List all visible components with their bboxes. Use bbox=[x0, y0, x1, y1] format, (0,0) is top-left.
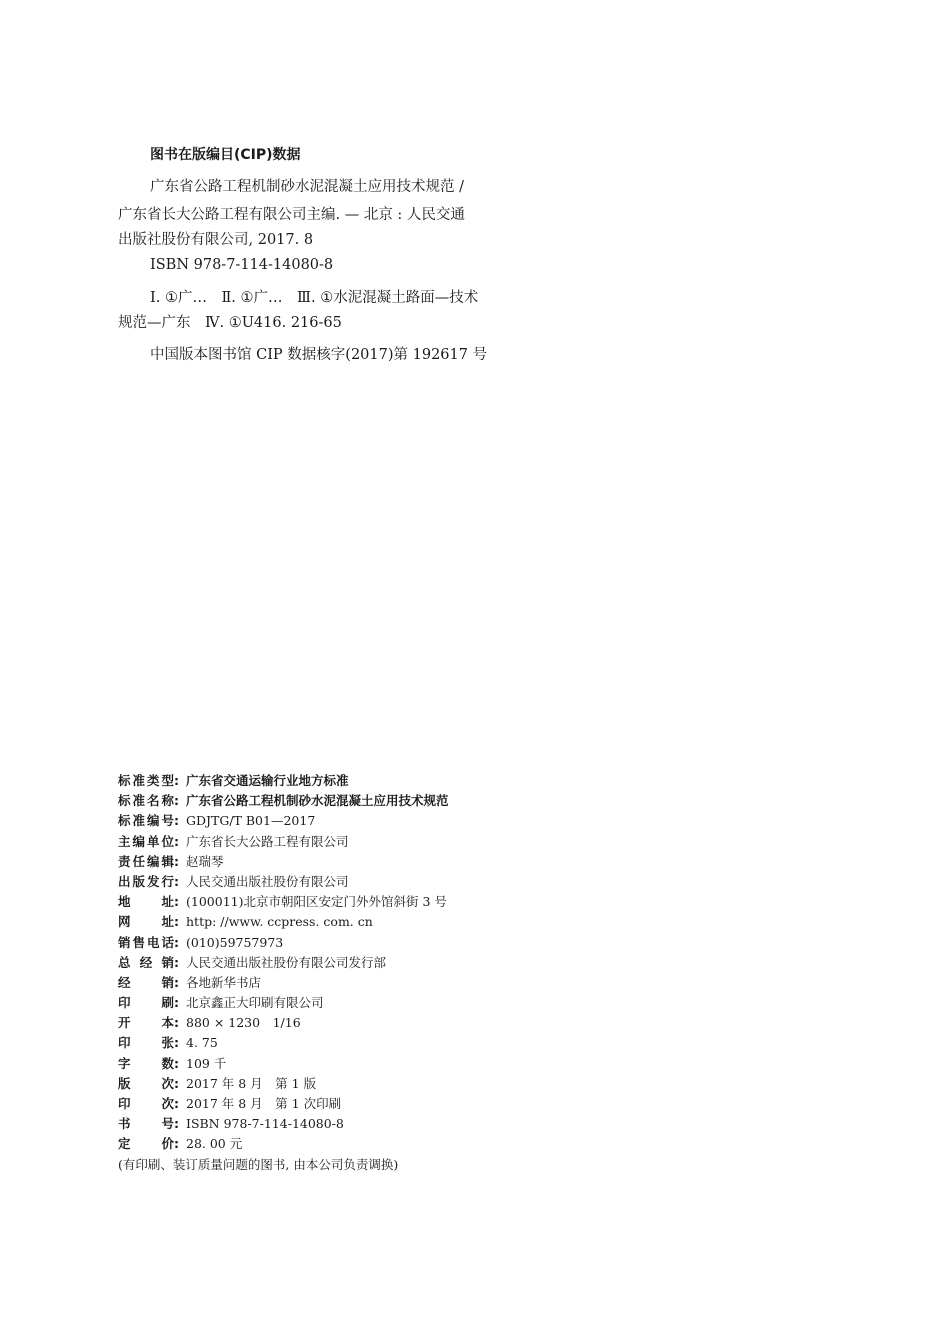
detail-label: 标准类型 bbox=[118, 773, 174, 788]
detail-value: 2017 年 8 月 第 1 次印刷 bbox=[186, 1096, 342, 1111]
detail-label: 印次 bbox=[118, 1096, 174, 1111]
detail-label: 标准名称 bbox=[118, 793, 174, 809]
detail-standard-name bbox=[118, 791, 449, 811]
detail-value: 28. 00 元 bbox=[186, 1136, 243, 1152]
detail-colon: : bbox=[174, 1055, 179, 1071]
detail-colon: : bbox=[174, 974, 179, 990]
detail-label: 书号 bbox=[118, 1116, 174, 1132]
detail-label: 销售电话 bbox=[118, 934, 174, 950]
detail-label: 开本 bbox=[118, 1015, 174, 1031]
detail-label: 经销 bbox=[118, 974, 174, 990]
detail-colon: : bbox=[174, 873, 179, 889]
detail-printing bbox=[118, 1094, 449, 1114]
detail-colon: : bbox=[174, 1136, 179, 1152]
detail-label: 印张 bbox=[118, 1035, 174, 1051]
detail-value: 各地新华书店 bbox=[186, 974, 262, 990]
detail-colon: : bbox=[174, 833, 179, 849]
detail-colon: : bbox=[174, 954, 179, 970]
detail-value: 广东省公路工程机制砂水泥混凝土应用技术规范 bbox=[186, 793, 449, 809]
detail-label: 印刷 bbox=[118, 995, 174, 1011]
detail-distributor bbox=[118, 973, 449, 993]
detail-address bbox=[118, 892, 449, 912]
detail-colon: : bbox=[174, 914, 179, 930]
detail-value: 109 千 bbox=[186, 1055, 227, 1071]
detail-value: 2017 年 8 月 第 1 版 bbox=[186, 1075, 317, 1091]
detail-general-distributor bbox=[118, 953, 449, 973]
cip-classification-line: Ⅰ. ①广… Ⅱ. ①广… Ⅲ. ①水泥混凝土路面—技术 bbox=[150, 290, 479, 306]
detail-colon: : bbox=[174, 1015, 179, 1031]
detail-colon: : bbox=[174, 1116, 179, 1132]
cip-heading: 图书在版编目(CIP)数据 bbox=[150, 147, 301, 163]
detail-website bbox=[118, 912, 449, 932]
detail-value: (010)59757973 bbox=[186, 934, 284, 950]
detail-colon: : bbox=[174, 773, 179, 788]
detail-label: 责任编辑 bbox=[118, 853, 174, 869]
cip-verification-line: 中国版本图书馆 CIP 数据核字(2017)第 192617 号 bbox=[150, 347, 488, 363]
detail-colon: : bbox=[174, 853, 179, 869]
cip-editor-line: 广东省长大公路工程有限公司主编. — 北京 : 人民交通 bbox=[118, 207, 465, 223]
detail-responsible-editor bbox=[118, 852, 449, 872]
detail-value: (100011)北京市朝阳区安定门外外馆斜街 3 号 bbox=[186, 894, 447, 910]
cip-classification-cont-line: 规范—广东 Ⅳ. ①U416. 216-65 bbox=[118, 315, 342, 331]
detail-colon: : bbox=[174, 894, 179, 910]
detail-printer bbox=[118, 993, 449, 1013]
detail-label: 网址 bbox=[118, 914, 174, 930]
detail-colon: : bbox=[174, 813, 179, 829]
detail-label: 主编单位 bbox=[118, 833, 174, 849]
detail-label: 定价 bbox=[118, 1136, 174, 1152]
detail-value: 人民交通出版社股份有限公司 bbox=[186, 873, 349, 889]
quality-footnote: (有印刷、装订质量问题的图书, 由本公司负责调换) bbox=[118, 1156, 399, 1172]
detail-format bbox=[118, 1013, 449, 1033]
detail-colon: : bbox=[174, 1096, 179, 1111]
detail-standard-number bbox=[118, 811, 449, 831]
detail-colon: : bbox=[174, 1075, 179, 1091]
detail-colon: : bbox=[174, 1035, 179, 1051]
detail-colon: : bbox=[174, 934, 179, 950]
detail-value: 北京鑫正大印刷有限公司 bbox=[186, 995, 324, 1011]
detail-standard-type bbox=[118, 771, 449, 791]
cip-isbn-line: ISBN 978-7-114-14080-8 bbox=[150, 257, 334, 273]
detail-value: http: //www. ccpress. com. cn bbox=[186, 914, 373, 930]
detail-colon: : bbox=[174, 995, 179, 1011]
detail-value: 广东省长大公路工程有限公司 bbox=[186, 833, 349, 849]
detail-colon: : bbox=[174, 793, 179, 809]
cip-publisher-line: 出版社股份有限公司, 2017. 8 bbox=[118, 232, 314, 248]
detail-value: 广东省交通运输行业地方标准 bbox=[186, 773, 349, 788]
cip-title-line: 广东省公路工程机制砂水泥混凝土应用技术规范 / bbox=[150, 179, 464, 195]
detail-label: 版次 bbox=[118, 1075, 174, 1091]
detail-edition bbox=[118, 1074, 449, 1094]
detail-label: 出版发行 bbox=[118, 873, 174, 889]
detail-sales-phone bbox=[118, 933, 449, 953]
detail-label: 字数 bbox=[118, 1055, 174, 1071]
detail-printed-sheets bbox=[118, 1033, 449, 1053]
detail-label: 标准编号 bbox=[118, 813, 174, 829]
detail-value: ISBN 978-7-114-14080-8 bbox=[186, 1116, 344, 1132]
detail-label: 地址 bbox=[118, 894, 174, 910]
publication-details bbox=[118, 771, 449, 1175]
detail-value: 人民交通出版社股份有限公司发行部 bbox=[186, 954, 387, 970]
detail-publisher bbox=[118, 872, 449, 892]
detail-value: 4. 75 bbox=[186, 1035, 218, 1051]
detail-label: 总经销 bbox=[118, 954, 174, 970]
detail-price bbox=[118, 1134, 449, 1154]
detail-value: GDJTG/T B01—2017 bbox=[186, 813, 316, 829]
detail-book-number bbox=[118, 1114, 449, 1134]
detail-word-count bbox=[118, 1054, 449, 1074]
detail-chief-editor-unit bbox=[118, 832, 449, 852]
detail-value: 赵瑞琴 bbox=[186, 853, 224, 869]
detail-value: 880 × 1230 1/16 bbox=[186, 1015, 301, 1031]
